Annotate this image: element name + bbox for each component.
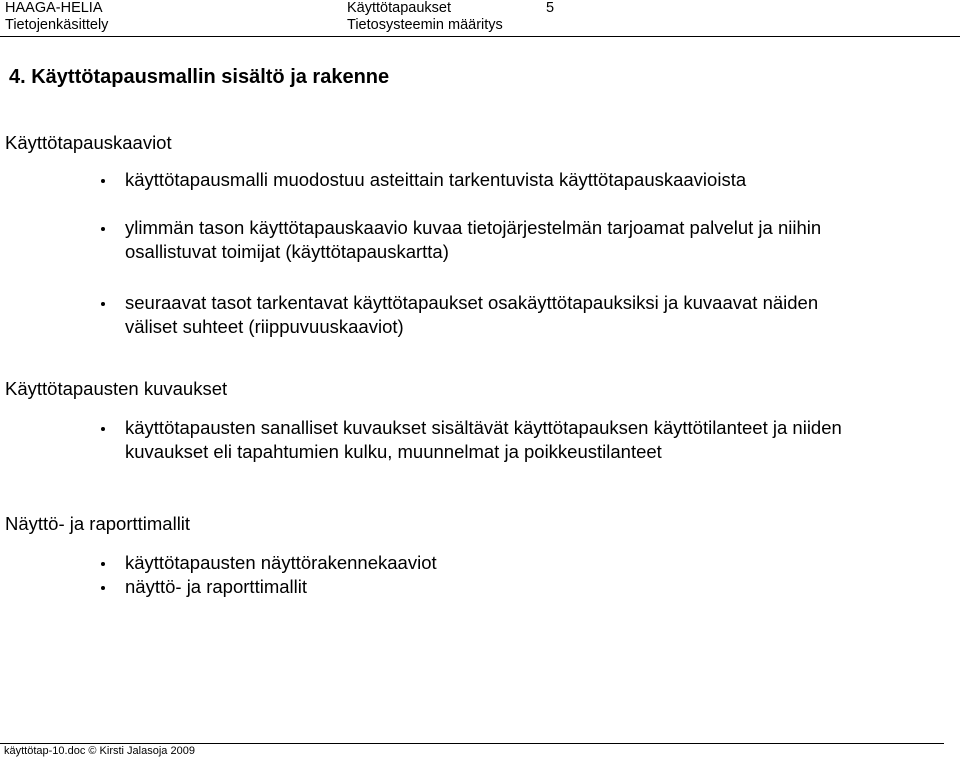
page-number: 5	[546, 0, 555, 16]
section-heading-screen-report-models: Näyttö- ja raporttimallit	[5, 513, 191, 534]
header-course: Tietosysteemin määritys	[347, 17, 503, 33]
header-department: Tietojenkäsittely	[5, 17, 109, 33]
section-heading-use-case-descriptions: Käyttötapausten kuvaukset	[5, 378, 228, 399]
list-item: käyttötapausten näyttörakennekaaviot	[98, 551, 845, 575]
section-heading-use-case-diagrams: Käyttötapauskaaviot	[5, 132, 172, 153]
list-item: näyttö- ja raporttimallit	[98, 575, 845, 599]
footer-divider	[0, 743, 944, 744]
footer-text: käyttötap-10.doc © Kirsti Jalasoja 2009	[4, 745, 195, 757]
header-topic: Käyttötapaukset	[347, 0, 451, 16]
list-item: ylimmän tason käyttötapauskaavio kuvaa tietojärjestelmän tarjoamat palvelut ja niihin osallistuvat toimijat (käyttötapauskartta)	[98, 216, 905, 264]
list-item: käyttötapausten sanalliset kuvaukset sisältävät käyttötapauksen käyttötilanteet ja niiden kuvaukset eli tapahtumien kulku, muunnelmat ja poikkeustilanteet	[98, 416, 850, 464]
header-org: HAAGA-HELIA	[5, 0, 103, 16]
page-title: 4. Käyttötapausmallin sisältö ja rakenne	[9, 66, 390, 88]
list-item: käyttötapausmalli muodostuu asteittain tarkentuvista käyttötapauskaavioista	[98, 168, 885, 192]
header-divider	[0, 36, 960, 37]
list-item: seuraavat tasot tarkentavat käyttötapaukset osakäyttötapauksiksi ja kuvaavat näiden väliset suhteet (riippuvuuskaaviot)	[98, 291, 825, 339]
